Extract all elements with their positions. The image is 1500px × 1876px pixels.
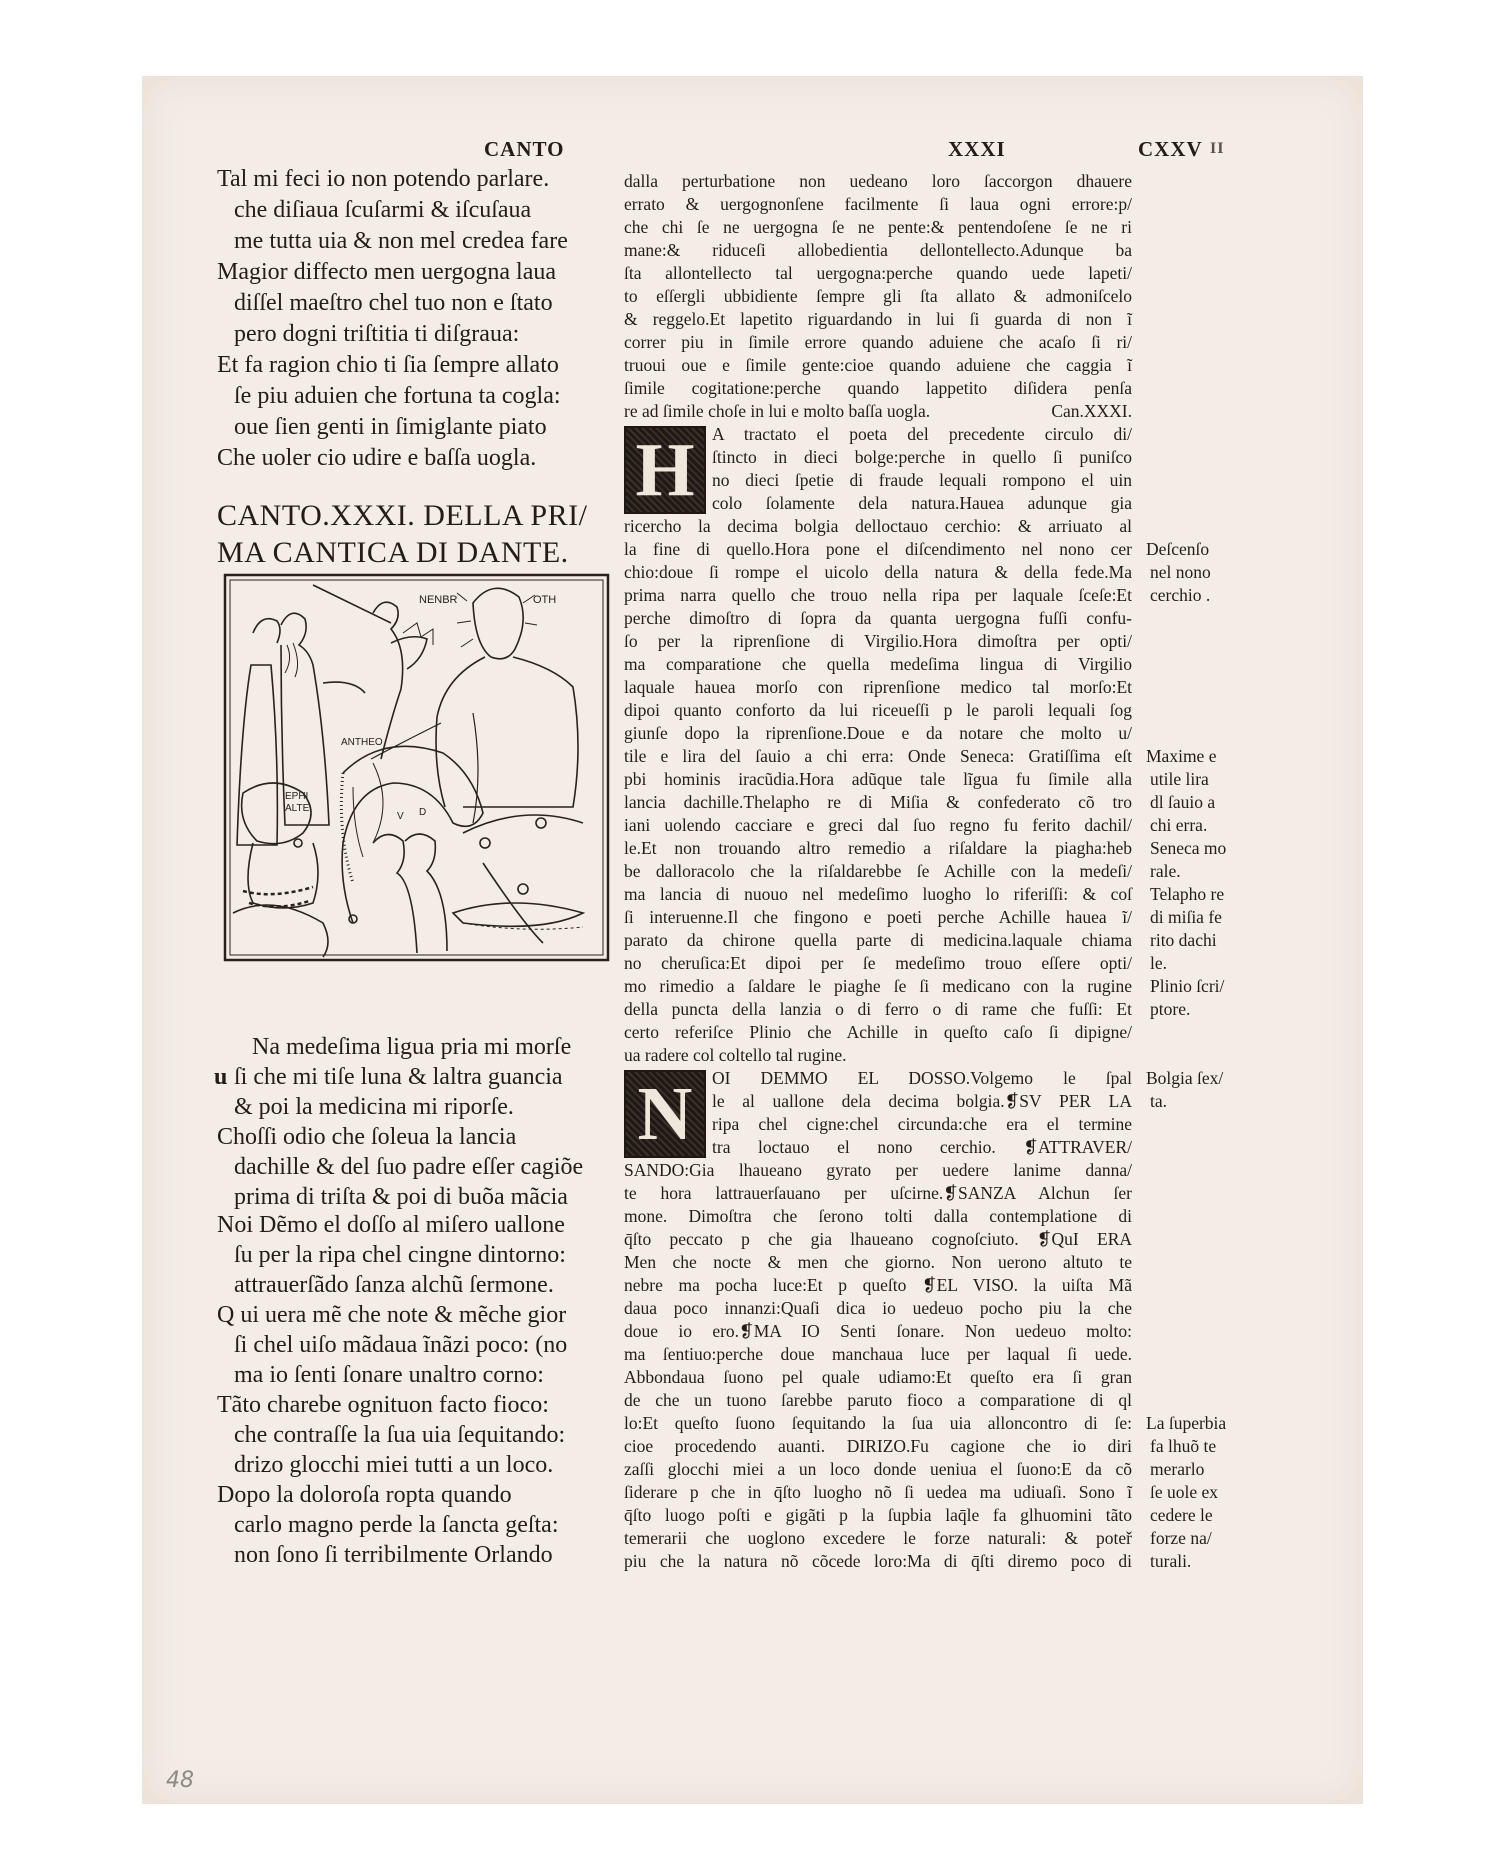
- pencil-page-number: 48: [166, 1768, 194, 1793]
- commentary-line: ſi interuenne.Il che fingono e poeti perche Achille hauea ĩ/: [624, 907, 1132, 927]
- commentary-line: piu che la natura nõ cõcede loro:Ma di q̄ſti diremo poco di: [624, 1551, 1132, 1571]
- commentary-line: ma comparatione che quella medeſima lingua di Virgilio: [624, 654, 1132, 674]
- commentary-line: iani uolendo cacciare e greci dal ſuo regno fu ferito dachil/: [624, 815, 1132, 835]
- verse-line: che contraſſe la ſua uia ſequitando:: [234, 1422, 566, 1448]
- commentary-line: q̄ſto peccato p che gia lhaueano cognoſciuto. ❡QuI ERA: [624, 1229, 1132, 1249]
- commentary-line: colo ſolamente dela natura.Hauea adunque gia: [712, 493, 1132, 513]
- commentary-line: te hora lattrauerſauano per uſcirne.❡SANZA Alchun ſer: [624, 1183, 1132, 1203]
- commentary-line: pbi hominis iracũdia.Hora adũque tale lĩgua fu ſimile alla: [624, 769, 1132, 789]
- margin-note-line: dl ſauio a: [1150, 792, 1216, 812]
- commentary-line: errato & uergognonſene facilmente ſi laua ogni errore:p/: [624, 194, 1132, 214]
- commentary-line: le al uallone dela decima bolgia.❡SV PER LA: [712, 1091, 1132, 1111]
- commentary-line: q̄ſto luogo poſti e gigãti p la ſupbia laq̄le fa glhuomini tãto: [624, 1505, 1132, 1525]
- commentary-line: & reggelo.Et lapetito riguardando in lui ſi guarda di non ĩ: [624, 309, 1132, 329]
- commentary-line: ripa chel cigne:chel circunda:che era el termine: [712, 1114, 1132, 1134]
- commentary-line: la fine di quello.Hora pone el diſcendimento nel nono cer: [624, 539, 1132, 559]
- woodcut-label-nembroth-a: NENBR: [419, 594, 458, 606]
- woodcut-label-ephialte-b: ALTE: [285, 803, 310, 814]
- commentary-line: to eſſergli ubbidiente ſempre gli ſta allato & admoniſcelo: [624, 286, 1132, 306]
- commentary-line: tra loctauo el nono cerchio. ❡ATTRAVER/: [712, 1137, 1132, 1157]
- margin-note: [1146, 1067, 1223, 1113]
- margin-note-line: Plinio ſcri/: [1150, 976, 1225, 996]
- verse-line: Magior diffecto men uergogna laua: [217, 259, 556, 285]
- running-head-canto-number: XXXI: [948, 137, 1006, 161]
- verse-line: carlo magno perde la ſancta geſta:: [234, 1512, 559, 1538]
- commentary-line: ſiderare p che in q̄ſto luogho nõ ſi uedea ma udiuaſi. Sono ĩ: [624, 1482, 1132, 1502]
- commentary-line: de che un tuono ſarebbe paruto fioco a comparatione di ql: [624, 1390, 1132, 1410]
- commentary-line: le.Et non trouando altro remedio a riſaldare la piagha:heb: [624, 838, 1132, 858]
- verse-line: ma io ſenti ſonare unaltro corno:: [234, 1362, 544, 1388]
- verse-line: Che uoler cio udire e baſſa uogla.: [217, 445, 537, 471]
- commentary-line: no dieci ſpetie di fraude lequali rompono el uin: [712, 470, 1132, 490]
- commentary-line: chio:doue ſi rompe el uicolo della natura & della fede.Ma: [624, 562, 1132, 582]
- verse-line: drizo glocchi miei tutti a un loco.: [234, 1452, 554, 1478]
- margin-note-line: fa lhuõ te: [1150, 1436, 1217, 1456]
- verse-line: Et fa ragion chio ti ſia ſempre allato: [217, 352, 559, 378]
- woodcut-label-antheo: ANTHEO: [341, 737, 383, 748]
- verse-line: Q ui uera mẽ che note & mẽche gior: [217, 1302, 567, 1328]
- commentary-line: tile e lira del ſauio a chi erra: Onde Seneca: Gratiſſima eſt: [624, 746, 1132, 766]
- commentary-line: re ad ſimile choſe in lui e molto baſſa uogla.: [624, 401, 931, 421]
- commentary-line: SANDO:Gia lhaueano gyrato per uedere lanime danna/: [624, 1160, 1132, 1180]
- commentary-line: temerarii che uoglono excedere le forze naturali: & poteř: [624, 1528, 1132, 1548]
- verse-line: ſi che mi tiſe luna & laltra guancia: [234, 1064, 563, 1090]
- folio-suffix: II: [1210, 140, 1225, 157]
- woodcut-label-d: D: [419, 807, 427, 818]
- woodcut-label-ephialte-a: EPHI: [285, 791, 309, 802]
- margin-note-line: Deſcenſo: [1146, 539, 1210, 559]
- commentary-line: OI DEMMO EL DOSSO.Volgemo le ſpal: [712, 1068, 1132, 1088]
- margin-note: [1146, 538, 1211, 607]
- verse-line: attrauerſãdo ſanza alchũ ſermone.: [234, 1272, 554, 1298]
- margin-note-line: merarlo: [1150, 1459, 1205, 1479]
- commentary-line: della puncta della lanzia o di ferro o di rame che fuſſi: Et: [624, 999, 1132, 1019]
- canto-heading-line-2: MA CANTICA DI DANTE.: [217, 536, 569, 569]
- commentary-line: dalla perturbatione non uedeano loro ſaccorgon dhauere: [624, 171, 1132, 191]
- margin-note-line: forze na/: [1150, 1528, 1212, 1548]
- margin-note-line: Seneca mo: [1150, 838, 1227, 858]
- margin-note-line: Bolgia ſex/: [1146, 1068, 1224, 1088]
- verse-line: oue ſien genti in ſimiglante piato: [234, 414, 547, 440]
- margin-note-line: ta.: [1150, 1091, 1168, 1111]
- commentary-line: ma ſentiuo:perche doue manchaua luce per laqual ſi uede.: [624, 1344, 1132, 1364]
- commentary-line: be dalloracolo che la riſaldarebbe ſe Achille con la medeſi/: [624, 861, 1132, 881]
- commentary-line: dipoi quanto conforto da lui riceueſſi p le paroli lequali ſog: [624, 700, 1132, 720]
- margin-note: [1146, 1412, 1226, 1573]
- commentary-line: mane:& riduceſi allobedientia dellontellecto.Adunque ba: [624, 240, 1132, 260]
- commentary-line: mone. Dimoſtra che ſerono tolti dalla contemplatione di: [624, 1206, 1132, 1226]
- commentary-line: daua poco innanzi:Quaſi dica io uedeuo pocho piu la che: [624, 1298, 1132, 1318]
- margin-note-line: ptore.: [1150, 999, 1191, 1019]
- commentary-line: ſo per la riprenſione di Virgilio.Hora dimoſtra per opti/: [624, 631, 1132, 651]
- verse-line: Choſſi odio che ſoleua la lancia: [217, 1124, 517, 1150]
- commentary-line: perche dimoſtro di ſopra da quanta uergogna fuſſi confu-: [624, 608, 1132, 628]
- margin-note-line: di miſia fe: [1150, 907, 1222, 927]
- commentary-line: lancia dachille.Thelapho re di Miſia & confederato cõ tro: [624, 792, 1132, 812]
- commentary-line: giunſe dopo la riprenſione.Doue e da notare che molto u/: [624, 723, 1132, 743]
- guide-letter: u: [214, 1064, 228, 1090]
- verse-line: dachille & del ſuo padre eſſer cagiõe: [234, 1154, 584, 1180]
- margin-note-line: ſe uole ex: [1150, 1482, 1219, 1502]
- margin-note-line: cerchio .: [1150, 585, 1211, 605]
- commentary-line: Abbondaua ſuono pel quale udiamo:Et queſto era ſi gran: [624, 1367, 1132, 1387]
- verse-line: Noi Dẽmo el doſſo al miſero uallone: [217, 1212, 565, 1238]
- margin-note-line: utile lira: [1150, 769, 1209, 789]
- verse-line: Tãto charebe ognituon facto fioco:: [217, 1392, 549, 1418]
- commentary-line: lo:Et queſto ſuono ſequitando la ſua uia alloncontro di ſe:: [624, 1413, 1132, 1433]
- woodcut-illustration: [223, 573, 610, 962]
- commentary-line: mo rimedio a ſaldare le piaghe ſe ſi medicano con la rugine: [624, 976, 1132, 996]
- commentary-line: ua radere col coltello tal rugine.: [624, 1045, 847, 1065]
- decorated-initial-h: H: [624, 426, 706, 514]
- commentary-line: che chi ſe ne uergogna ſe ne pente:& pentendoſene ſe ne ri: [624, 217, 1132, 237]
- commentary-line: ma lancia di nuouo nel medeſimo luogho lo riferiſſi: & coſ: [624, 884, 1132, 904]
- margin-note-line: le.: [1150, 953, 1168, 973]
- commentary-line: laquale hauea morſo con riprenſione medico tal morſo:Et: [624, 677, 1132, 697]
- canto-heading-line-1: CANTO.XXXI. DELLA PRI/: [217, 499, 588, 532]
- verse-line: ſi chel uiſo mãdaua ĩnãzi poco: (no: [234, 1332, 568, 1358]
- verse-line: Na medeſima ligua pria mi morſe: [252, 1034, 572, 1060]
- commentary-line: cioe procedendo auanti. DIRIZO.Fu cagione che io diri: [624, 1436, 1132, 1456]
- commentary-line: ſtincto in dieci bolge:perche in quello ſi puniſco: [712, 447, 1132, 467]
- margin-note-line: rale.: [1150, 861, 1181, 881]
- verse-line: ſe piu aduien che fortuna ta cogla:: [234, 383, 561, 409]
- commentary-line: certo referiſce Plinio che Achille in queſto caſo ſi dipigne/: [624, 1022, 1132, 1042]
- running-head-canto: CANTO: [484, 137, 565, 161]
- commentary-line: Men che nocte & men che giorno. Non uerono altuto te: [624, 1252, 1132, 1272]
- verse-line: prima di triſta & poi di buõa mãcia: [234, 1184, 568, 1210]
- margin-note-line: turali.: [1150, 1551, 1192, 1571]
- decorated-initial-n: N: [624, 1070, 706, 1158]
- margin-note-line: cedere le: [1150, 1505, 1213, 1525]
- margin-note-line: Maxime e: [1146, 746, 1217, 766]
- canto-reference: Can.XXXI.: [1051, 401, 1132, 421]
- margin-note-line: nel nono: [1150, 562, 1211, 582]
- woodcut-label-v: V: [397, 811, 404, 822]
- verse-line: Tal mi feci io non potendo parlare.: [217, 166, 550, 192]
- margin-note-line: chi erra.: [1150, 815, 1208, 835]
- commentary-line: zaſſi glocchi miei a un loco donde ueniua el ſuono:E da cõ: [624, 1459, 1132, 1479]
- commentary-line: correr piu in ſimile errore quando aduiene che acaſo ſi ri/: [624, 332, 1132, 352]
- verse-line: & poi la medicina mi riporſe.: [234, 1094, 514, 1120]
- margin-note-line: rito dachi: [1150, 930, 1217, 950]
- commentary-line: ricercho la decima bolgia delloctauo cerchio: & arriuato al: [624, 516, 1132, 536]
- commentary-line: doue io ero.❡MA IO Senti ſonare. Non uedeuo molto:: [624, 1321, 1132, 1341]
- commentary-line: parato da chirone quella parte di medicina.laquale chiama: [624, 930, 1132, 950]
- verse-line: me tutta uia & non mel credea fare: [234, 228, 568, 254]
- verse-line: non ſono ſi terribilmente Orlando: [234, 1542, 553, 1568]
- commentary-line: prima narra quello che trouo nella ripa per laquale ſceſe:Et: [624, 585, 1132, 605]
- margin-note-line: La ſuperbia: [1146, 1413, 1227, 1433]
- margin-note-line: Telapho re: [1150, 884, 1225, 904]
- commentary-line: A tractato el poeta del precedente circulo di/: [712, 424, 1132, 444]
- verse-line: che diſiaua ſcuſarmi & iſcuſaua: [234, 197, 532, 223]
- commentary-line: ſta allontellecto tal uergogna:perche quando uede lapeti/: [624, 263, 1132, 283]
- verse-line: Dopo la doloroſa ropta quando: [217, 1482, 512, 1508]
- margin-note: [1146, 745, 1226, 1021]
- folio-number: CXXV: [1138, 137, 1203, 161]
- commentary-line: nebre ma pocha luce:Et p queſto ❡EL VISO. la uiſta Mã: [624, 1275, 1132, 1295]
- verse-line: pero dogni triſtitia ti diſgraua:: [234, 321, 520, 347]
- commentary-line: ſimile cogitatione:perche quando lappetito diſidera penſa: [624, 378, 1132, 398]
- verse-line: diſſel maeſtro chel tuo non e ſtato: [234, 290, 553, 316]
- verse-line: ſu per la ripa chel cingne dintorno:: [234, 1242, 566, 1268]
- woodcut-label-nembroth-b: OTH: [533, 594, 557, 606]
- commentary-line: no cheruſica:Et dipoi per ſe medeſimo trouo eſſere opti/: [624, 953, 1132, 973]
- commentary-line: truoui oue e ſimile gente:cioe quando aduiene che caggia ĩ: [624, 355, 1132, 375]
